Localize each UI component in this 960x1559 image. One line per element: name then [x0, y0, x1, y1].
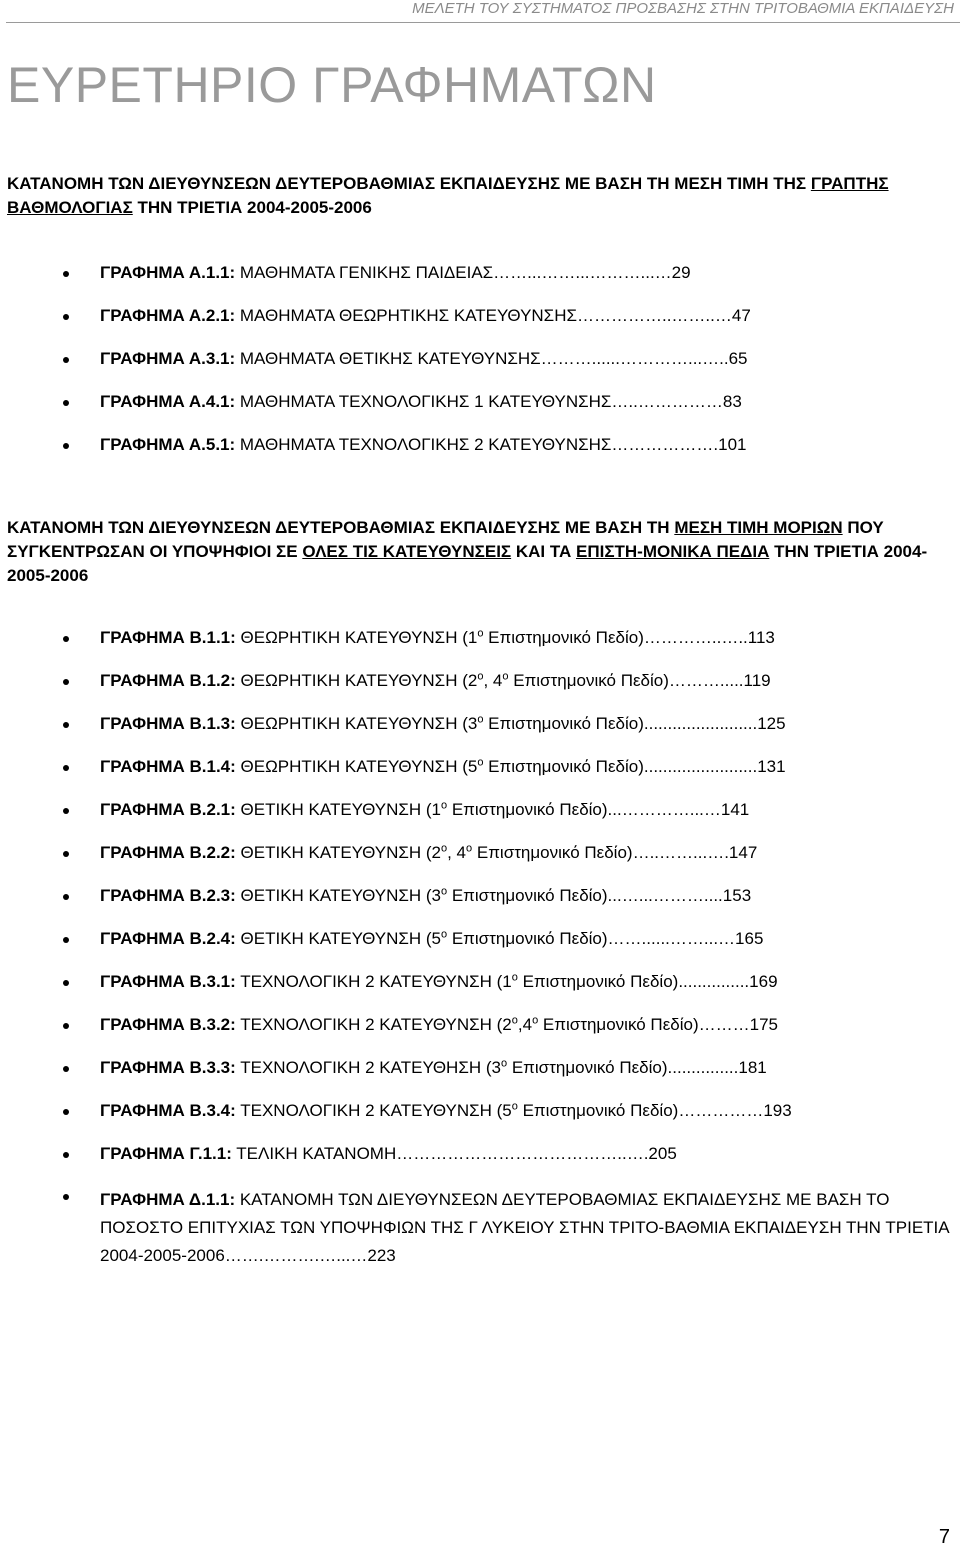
- figure-code: ΓΡΑΦΗΜΑ Β.2.3:: [100, 886, 236, 905]
- section-heading-1-text-end: ΤΗΝ ΤΡΙΕΤΙΑ 2004-2005-2006: [132, 198, 372, 217]
- ordinal-superscript: ο: [477, 670, 484, 683]
- figure-entry-text: Επιστημονικό Πεδίο)...…...………....153: [447, 886, 752, 905]
- ordinal-superscript: ο: [477, 627, 484, 640]
- figure-code: ΓΡΑΦΗΜΑ Β.2.4:: [100, 929, 236, 948]
- figure-entry-text: ΜΑΘΗΜΑΤΑ ΤΕΧΝΟΛΟΓΙΚΗΣ 2 ΚΑΤΕΥΘΥΝΣΗΣ……………….101: [235, 435, 747, 454]
- list-item: [100, 929, 956, 949]
- section-heading-1-underlined: ΓΡΑΠΤΗΣ ΒΑΘΜΟΛΟΓΙΑΣ: [7, 174, 889, 217]
- figure-entry-text: ΤΕΧΝΟΛΟΓΙΚΗ 2 ΚΑΤΕΥΘΗΣΗ (3: [235, 1058, 501, 1077]
- ordinal-superscript: ο: [440, 928, 448, 941]
- figure-entry-text: Επιστημονικό Πεδίο)……………193: [517, 1101, 792, 1120]
- section-heading-2: [7, 516, 952, 588]
- figure-code: ΓΡΑΦΗΜΑ Β.1.2:: [100, 671, 236, 690]
- figure-code: ΓΡΑΦΗΜΑ Β.1.1:: [100, 628, 236, 647]
- list-item: [100, 392, 956, 412]
- ordinal-superscript: ο: [500, 1057, 508, 1070]
- list-item: [100, 435, 956, 455]
- figure-entry-text: Επιστημονικό Πεδίο)……......……...…165: [447, 929, 764, 948]
- list-item: [100, 757, 956, 777]
- figure-entry-text: ΤΕΛΙΚΗ ΚΑΤΑΝΟΜΗ…………………………………..….205: [231, 1144, 677, 1163]
- list-item: [100, 886, 956, 906]
- figure-entry-text: Επιστημονικό Πεδίο)…..……...….147: [472, 843, 758, 862]
- section-heading-2-underlined: ΜΕΣΗ ΤΙΜΗ ΜΟΡΙΩΝ: [674, 518, 843, 537]
- list-item: [100, 628, 956, 648]
- list-item: [100, 349, 956, 369]
- list-item: [100, 972, 956, 992]
- ordinal-superscript: ο: [502, 670, 509, 683]
- figure-entry-text: ΘΕΩΡΗΤΙΚΗ ΚΑΤΕΥΘΥΝΣΗ (1: [235, 628, 478, 647]
- figure-entry-text: Επιστημονικό Πεδίο)…………..…..113: [483, 628, 775, 647]
- figure-entry-text: , 4: [447, 843, 467, 862]
- figure-entry-text: ΜΑΘΗΜΑΤΑ ΓΕΝΙΚΗΣ ΠΑΙΔΕΙΑΣ……...……...………...…29: [235, 263, 691, 282]
- section-heading-2-text: ΚΑΤΑΝΟΜΗ ΤΩΝ ΔΙΕΥΘΥΝΣΕΩΝ ΔΕΥΤΕΡΟΒΑΘΜΙΑΣ ΕΚΠΑΙΔΕΥΣΗΣ ΜΕ ΒΑΣΗ ΤΗ: [7, 518, 675, 537]
- figure-entry-text: ΤΕΧΝΟΛΟΓΙΚΗ 2 ΚΑΤΕΥΘΥΝΣΗ (1: [235, 972, 512, 991]
- ordinal-superscript: ο: [532, 1014, 539, 1027]
- list-item: [100, 843, 956, 863]
- ordinal-superscript: ο: [477, 713, 484, 726]
- figure-code: ΓΡΑΦΗΜΑ Α.1.1:: [100, 263, 236, 282]
- section-heading-2-text: ΤΗΝ ΤΡΙΕΤΙΑ 2004-2005-2006: [7, 542, 928, 585]
- section-heading-1-text: ΚΑΤΑΝΟΜΗ ΤΩΝ ΔΙΕΥΘΥΝΣΕΩΝ ΔΕΥΤΕΡΟΒΑΘΜΙΑΣ ΕΚΠΑΙΔΕΥΣΗΣ ΜΕ ΒΑΣΗ ΤΗ ΜΕΣΗ ΤΙΜΗ ΤΗΣ: [7, 174, 811, 193]
- figure-entry-text: ΘΕΤΙΚΗ ΚΑΤΕΥΘΥΝΣΗ (2: [235, 843, 441, 862]
- figure-entry-text: Επιστημονικό Πεδίο)...............181: [507, 1058, 767, 1077]
- ordinal-superscript: ο: [466, 842, 473, 855]
- figure-code: ΓΡΑΦΗΜΑ Β.3.1:: [100, 972, 236, 991]
- figure-entry-text: ΘΕΤΙΚΗ ΚΑΤΕΥΘΥΝΣΗ (3: [235, 886, 441, 905]
- figure-code: ΓΡΑΦΗΜΑ Β.3.4:: [100, 1101, 236, 1120]
- figure-entry-text: Επιστημονικό Πεδίο)........................125: [483, 714, 786, 733]
- list-item: [100, 263, 956, 283]
- page-number: 7: [938, 1526, 950, 1548]
- figure-entry-text: ΘΕΤΙΚΗ ΚΑΤΕΥΘΥΝΣΗ (1: [235, 800, 441, 819]
- figure-entry-text: Επιστημονικό Πεδίο)........................131: [483, 757, 786, 776]
- section-heading-1: [7, 172, 952, 220]
- figure-code: ΓΡΑΦΗΜΑ Β.3.2:: [100, 1015, 236, 1034]
- ordinal-superscript: ο: [440, 885, 448, 898]
- section-heading-2-underlined: ΟΛΕΣ ΤΙΣ ΚΑΤΕΥΘΥΝΣΕΙΣ: [302, 542, 512, 561]
- ordinal-superscript: ο: [440, 799, 448, 812]
- figure-entry-text: Επιστημονικό Πεδίο)...............169: [517, 972, 778, 991]
- figure-code: ΓΡΑΦΗΜΑ Δ.1.1:: [100, 1190, 236, 1209]
- figure-code: ΓΡΑΦΗΜΑ Α.5.1:: [100, 435, 236, 454]
- figure-entry-text: ΤΕΧΝΟΛΟΓΙΚΗ 2 ΚΑΤΕΥΘΥΝΣΗ (2: [235, 1015, 512, 1034]
- list-item: [100, 1015, 956, 1035]
- list-item: [100, 714, 956, 734]
- ordinal-superscript: ο: [511, 1014, 518, 1027]
- figure-entry-text: ΘΕΩΡΗΤΙΚΗ ΚΑΤΕΥΘΥΝΣΗ (5: [235, 757, 478, 776]
- ordinal-superscript: ο: [511, 1100, 518, 1113]
- figure-code: ΓΡΑΦΗΜΑ Α.3.1:: [100, 349, 236, 368]
- figure-code: ΓΡΑΦΗΜΑ Α.4.1:: [100, 392, 236, 411]
- figure-entry-text: ,4: [517, 1015, 533, 1034]
- running-header-text: ΜΕΛΕΤΗ ΤΟΥ ΣΥΣΤΗΜΑΤΟΣ ΠΡΟΣΒΑΣΗΣ ΣΤΗΝ ΤΡΙΤΟΒΑΘΜΙΑ ΕΚΠΑΙΔΕΥΣΗ: [412, 0, 954, 17]
- ordinal-superscript: ο: [440, 842, 448, 855]
- figure-code: ΓΡΑΦΗΜΑ Β.2.2:: [100, 843, 236, 862]
- figure-entry-text: ΘΕΩΡΗΤΙΚΗ ΚΑΤΕΥΘΥΝΣΗ (3: [235, 714, 478, 733]
- figure-code: ΓΡΑΦΗΜΑ Γ.1.1:: [100, 1144, 232, 1163]
- figure-entry-text: Επιστημονικό Πεδίο)...…………...…141: [447, 800, 750, 819]
- section-heading-2-text: ΠΟΥ ΣΥΓΚΕΝΤΡΩΣΑΝ ΟΙ ΥΠΟΨΗΦΙΟΙ ΣΕ: [7, 518, 884, 561]
- figure-code: ΓΡΑΦΗΜΑ Β.1.4:: [100, 757, 236, 776]
- figure-code: ΓΡΑΦΗΜΑ Β.3.3:: [100, 1058, 236, 1077]
- figure-entry-text: ΜΑΘΗΜΑΤΑ ΘΕΩΡΗΤΙΚΗΣ ΚΑΤΕΥΘΥΝΣΗΣ……………..……..…47: [235, 306, 751, 325]
- list-item: [100, 1144, 956, 1164]
- header-rule: [6, 22, 960, 23]
- figure-entry-text: ΜΑΘΗΜΑΤΑ ΘΕΤΙΚΗΣ ΚΑΤΕΥΘΥΝΣΗΣ………......…………...…..65: [235, 349, 748, 368]
- figure-entry-text: ΜΑΘΗΜΑΤΑ ΤΕΧΝΟΛΟΓΙΚΗΣ 1 ΚΑΤΕΥΘΥΝΣΗΣ…..……………83: [235, 392, 742, 411]
- list-item: [100, 1101, 956, 1121]
- figure-code: ΓΡΑΦΗΜΑ Β.2.1:: [100, 800, 236, 819]
- list-item: [100, 1058, 956, 1078]
- section-heading-2-text: ΚΑΙ ΤΑ: [511, 542, 576, 561]
- section-heading-2-underlined: ΕΠΙΣΤΗ-ΜΟΝΙΚΑ ΠΕΔΙΑ: [575, 542, 770, 561]
- figure-entry-text: ΚΑΤΑΝΟΜΗ ΤΩΝ ΔΙΕΥΘΥΝΣΕΩΝ ΔΕΥΤΕΡΟΒΑΘΜΙΑΣ ΕΚΠΑΙΔΕΥΣΗΣ ΜΕ ΒΑΣΗ ΤΟ ΠΟΣΟΣΤΟ ΕΠΙΤΥΧΙΑΣ ΤΩΝ ΥΠΟΨΗΦΙΩΝ ΤΗΣ Γ ΛΥΚΕΙΟΥ ΣΤΗΝ ΤΡΙΤΟ-ΒΑΘΜΙΑ ΕΚΠΑΙΔΕΥΣΗ ΤΗΝ ΤΡΙΕΤΙΑ 2004-2005-2006…….……….…...…223: [100, 1190, 949, 1265]
- figure-entry-text: , 4: [483, 671, 503, 690]
- page-title: ΕΥΡΕΤΗΡΙΟ ΓΡΑΦΗΜΑΤΩΝ: [7, 57, 657, 113]
- figure-code: ΓΡΑΦΗΜΑ Α.2.1:: [100, 306, 236, 325]
- figure-entry-text: ΘΕΤΙΚΗ ΚΑΤΕΥΘΥΝΣΗ (5: [235, 929, 441, 948]
- figure-entry-text: ΤΕΧΝΟΛΟΓΙΚΗ 2 ΚΑΤΕΥΘΥΝΣΗ (5: [235, 1101, 512, 1120]
- figure-entry-text: Επιστημονικό Πεδίο)………175: [538, 1015, 778, 1034]
- figure-entry-text: ΘΕΩΡΗΤΙΚΗ ΚΑΤΕΥΘΥΝΣΗ (2: [235, 671, 478, 690]
- ordinal-superscript: ο: [477, 756, 484, 769]
- list-item: [100, 800, 956, 820]
- figure-code: ΓΡΑΦΗΜΑ Β.1.3:: [100, 714, 236, 733]
- figure-entry-text: Επιστημονικό Πεδίο)……….....119: [508, 671, 771, 690]
- ordinal-superscript: ο: [511, 971, 518, 984]
- list-item: [100, 306, 956, 326]
- list-item: [100, 671, 956, 691]
- list-item: [100, 1186, 956, 1270]
